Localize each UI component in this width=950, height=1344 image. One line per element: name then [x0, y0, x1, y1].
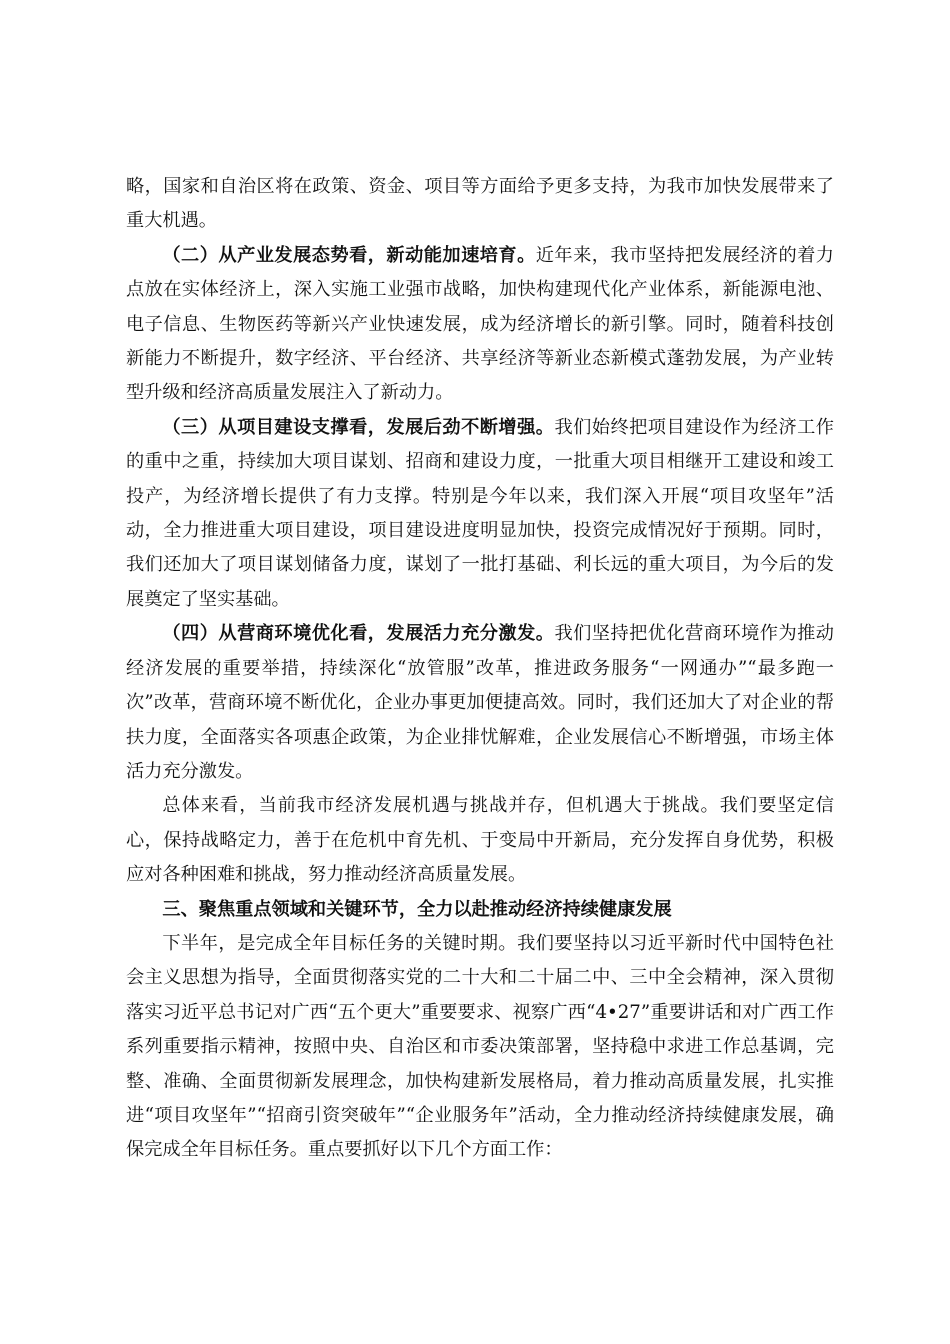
paragraph-continuation: 略，国家和自治区将在政策、资金、项目等方面给予更多支持，为我市加快发展带来了重大机遇。 [126, 176, 834, 232]
subheading-business-environment: （四）从营商环境优化看，发展活力充分激发。 [162, 623, 555, 645]
paragraph-industry [126, 239, 834, 411]
paragraph-business-environment-body: 我们坚持把优化营商环境作为推动经济发展的重要举措，持续深化“放管服”改革，推进政务服务“一网通办”“最多跑一次”改革，营商环境不断优化，企业办事更加便捷高效。同时，我们还加大了对企业的帮扶力度，全面落实各项惠企政策，为企业排忧解难，企业发展信心不断增强，市场主体活力充分激发。 [126, 623, 834, 782]
subheading-industry: （二）从产业发展态势看，新动能加速培育。 [162, 244, 536, 266]
paragraph-industry-body: 近年来，我市坚持把发展经济的着力点放在实体经济上，深入实施工业强市战略，加快构建现代化产业体系，新能源电池、电子信息、生物医药等新兴产业快速发展，成为经济增长的新引擎。同时，随着科技创新能力不断提升，数字经济、平台经济、共享经济等新业态新模式蓬勃发展，为产业转型升级和经济高质量发展注入了新动力。 [126, 244, 834, 404]
paragraph-projects [126, 411, 834, 617]
paragraph-second-half: 下半年，是完成全年目标任务的关键时期。我们要坚持以习近平新时代中国特色社会主义思想为指导，全面贯彻落实党的二十大和二十届二中、三中全会精神，深入贯彻落实习近平总书记对广西“五个更大”重要要求、视察广西“4•27”重要讲话和对广西工作系列重要指示精神，按照中央、自治区和市委决策部署，坚持稳中求进工作总基调，完整、准确、全面贯彻新发展理念，加快构建新发展格局，着力推动高质量发展，扎实推进“项目攻坚年”“招商引资突破年”“企业服务年”活动，全力推动经济持续健康发展，确保完成全年目标任务。重点要抓好以下几个方面工作： [126, 932, 834, 1161]
section-heading-three: 三、聚焦重点领域和关键环节，全力以赴推动经济持续健康发展 [162, 898, 672, 920]
subheading-projects: （三）从项目建设支撑看，发展后劲不断增强。 [162, 416, 555, 438]
paragraph-summary: 总体来看，当前我市经济发展机遇与挑战并存，但机遇大于挑战。我们要坚定信心，保持战略定力，善于在危机中育先机、于变局中开新局，充分发挥自身优势，积极应对各种困难和挑战，努力推动经济高质量发展。 [126, 795, 834, 886]
document-page [126, 170, 834, 1168]
paragraph-business-environment [126, 617, 834, 789]
paragraph-projects-body: 我们始终把项目建设作为经济工作的重中之重，持续加大项目谋划、招商和建设力度，一批重大项目相继开工建设和竣工投产，为经济增长提供了有力支撑。特别是今年以来，我们深入开展“项目攻坚年”活动，全力推进重大项目建设，项目建设进度明显加快，投资完成情况好于预期。同时，我们还加大了项目谋划储备力度，谋划了一批打基础、利长远的重大项目，为今后的发展奠定了坚实基础。 [126, 416, 834, 610]
